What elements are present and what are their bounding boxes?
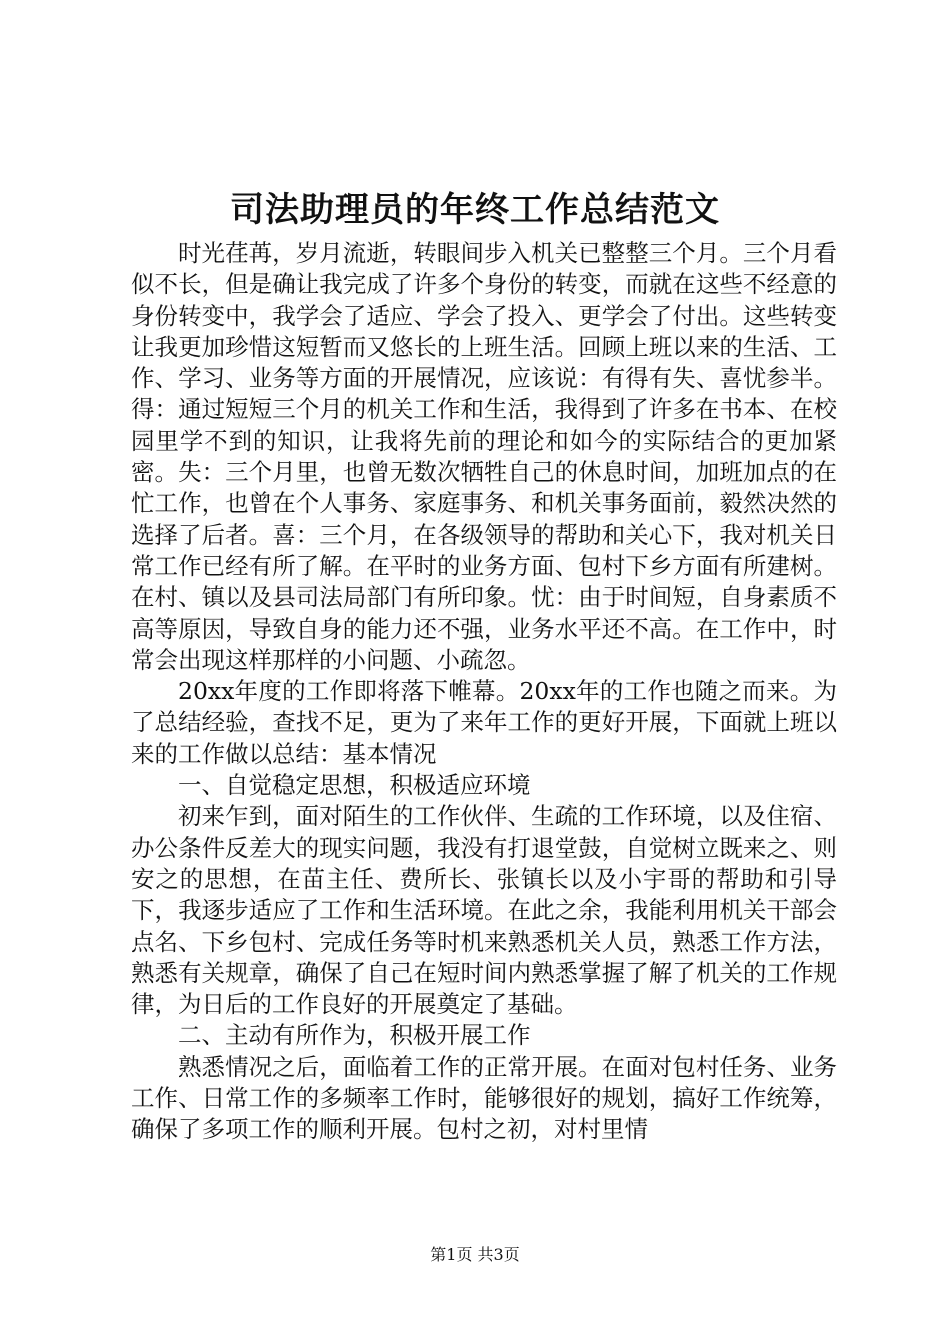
paragraph-intro: 时光荏苒，岁月流逝，转眼间步入机关已整整三个月。三个月看似不长，但是确让我完成了许多个身份的转变，而就在这些不经意的身份转变中，我学会了适应、学会了投入、更学会了付出。这些转变让我更加珍惜这短暂而又悠长的上班生活。回顾上班以来的生活、工作、学习、业务等方面的开展情况，应该说：有得有失、喜忧参半。得：通过短短三个月的机关工作和生活，我得到了许多在书本、在校园里学不到的知识，让我将先前的理论和如今的实际结合的更加紧密。失：三个月里，也曾无数次牺牲自己的休息时间，加班加点的在忙工作，也曾在个人事务、家庭事务、和机关事务面前，毅然决然的选择了后者。喜：三个月，在各级领导的帮助和关心下，我对机关日常工作已经有所了解。在平时的业务方面、包村下乡方面有所建树。在村、镇以及县司法局部门有所印象。忧：由于时间短，自身素质不高等原因，导致自身的能力还不强，业务水平还不高。在工作中，时常会出现这样那样的小问题、小疏忽。 (131, 239, 837, 674)
document-title: 司法助理员的年终工作总结范文 (230, 190, 720, 230)
page-number-footer: 第1页 共3页 (430, 1245, 520, 1264)
paragraph-section-2: 熟悉情况之后，面临着工作的正常开展。在面对包村任务、业务工作、日常工作的多频率工作时，能够很好的规划，搞好工作统筹，确保了多项工作的顺利开展。包村之初，对村里情 (131, 1052, 837, 1144)
paragraph-year-summary: 20xx年度的工作即将落下帷幕。20xx年的工作也随之而来。为了总结经验，查找不足，更为了来年工作的更好开展，下面就上班以来的工作做以总结：基本情况 (131, 677, 837, 768)
paragraph-section-1: 初来乍到，面对陌生的工作伙伴、生疏的工作环境，以及住宿、办公条件反差大的现实问题，我没有打退堂鼓，自觉树立既来之、则安之的思想，在苗主任、费所长、张镇长以及小宇哥的帮助和引导下，我逐步适应了工作和生活环境。在此之余，我能利用机关干部会点名、下乡包村、完成任务等时机来熟悉机关人员，熟悉工作方法，熟悉有关规章，确保了自己在短时间内熟悉掌握了解了机关的工作规律，为日后的工作良好的开展奠定了基础。 (131, 802, 837, 1019)
section-heading-1: 一、自觉稳定思想，积极适应环境 (178, 771, 531, 800)
document-body (131, 238, 837, 1146)
section-heading-2: 二、主动有所作为，积极开展工作 (178, 1021, 531, 1050)
